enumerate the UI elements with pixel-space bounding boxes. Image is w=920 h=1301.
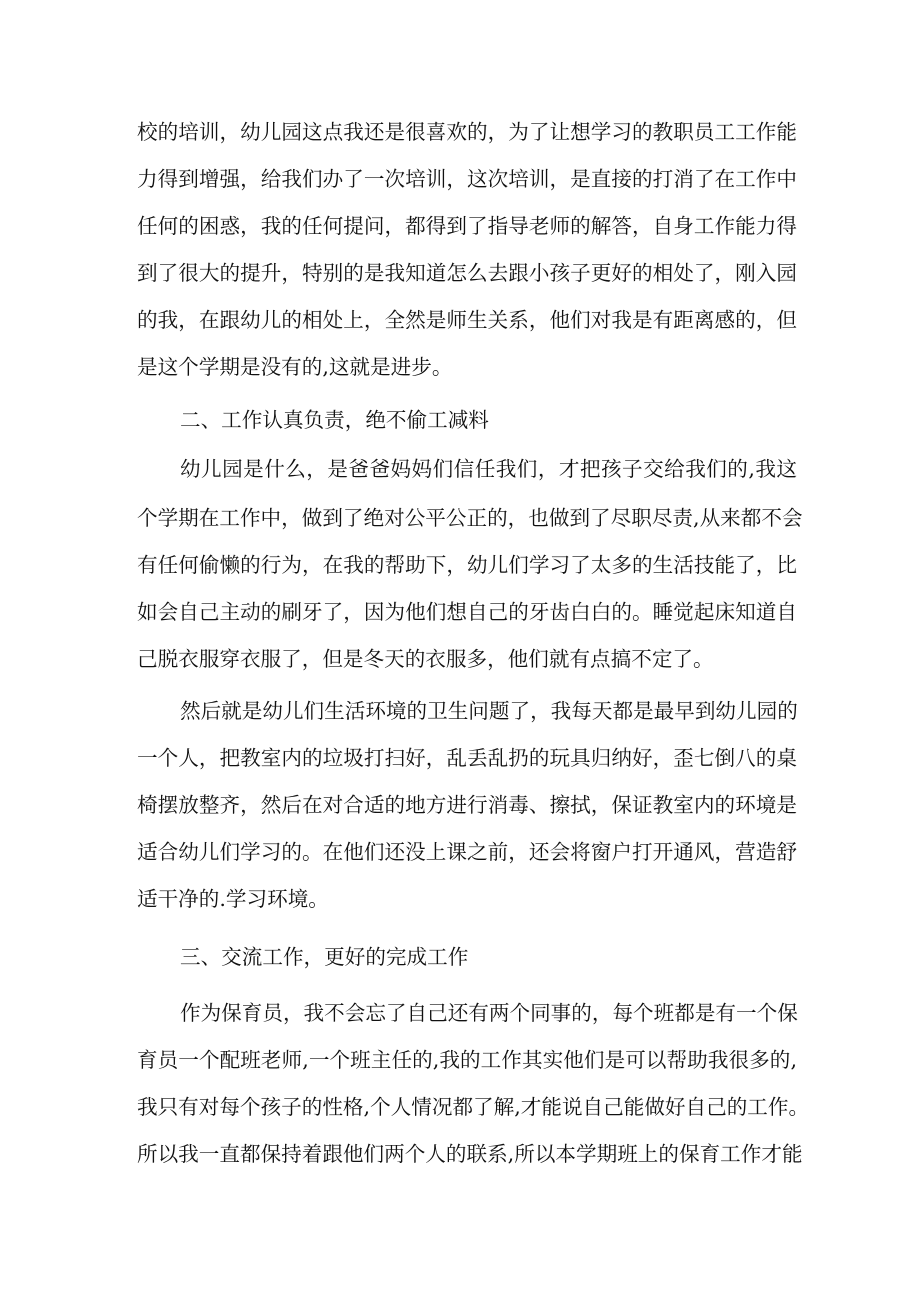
paragraph-line: 作为保育员，我不会忘了自己还有两个同事的，每个班都是有一个保	[180, 1001, 798, 1025]
section-heading-2: 二、工作认真负责，绝不偷工减料	[180, 408, 489, 432]
paragraph-line: 椅摆放整齐，然后在对合适的地方进行消毒、擦拭，保证教室内的环境是	[137, 793, 797, 817]
paragraph-line: 是这个学期是没有的,这就是进步。	[137, 355, 453, 379]
section-heading-3: 三、交流工作，更好的完成工作	[180, 945, 469, 969]
paragraph-line: 有任何偷懒的行为，在我的帮助下，幼儿们学习了太多的生活技能了，比	[137, 553, 797, 577]
paragraph-line: 适干净的.学习环境。	[137, 887, 329, 911]
paragraph-line: 适合幼儿们学习的。在他们还没上课之前，还会将窗户打开通风，营造舒	[137, 840, 797, 864]
paragraph-line: 如会自己主动的刷牙了，因为他们想自己的牙齿白白的。睡觉起床知道自	[137, 600, 797, 624]
paragraph-line: 到了很大的提升，特别的是我知道怎么去跟小孩子更好的相处了，刚入园	[137, 261, 797, 285]
paragraph-line: 任何的困惑，我的任何提问，都得到了指导老师的解答，自身工作能力得	[137, 214, 797, 238]
paragraph-line: 一个人，把教室内的垃圾打扫好，乱丢乱扔的玩具归纳好，歪七倒八的桌	[137, 746, 797, 770]
paragraph-line: 育员一个配班老师,一个班主任的,我的工作其实他们是可以帮助我很多的,	[137, 1048, 797, 1072]
paragraph-line: 幼儿园是什么，是爸爸妈妈们信任我们，才把孩子交给我们的,我这	[180, 457, 797, 481]
paragraph-line: 所以我一直都保持着跟他们两个人的联系,所以本学期班上的保育工作才能	[137, 1142, 803, 1166]
paragraph-line: 力得到增强，给我们办了一次培训，这次培训，是直接的打消了在工作中	[137, 167, 797, 191]
paragraph-line: 我只有对每个孩子的性格,个人情况都了解,才能说自己能做好自己的工作。	[137, 1095, 810, 1119]
paragraph-line: 己脱衣服穿衣服了，但是冬天的衣服多，他们就有点搞不定了。	[137, 647, 714, 671]
paragraph-line: 个学期在工作中，做到了绝对公平公正的，也做到了尽职尽责,从来都不会	[137, 506, 803, 530]
paragraph-line: 的我，在跟幼儿的相处上，全然是师生关系，他们对我是有距离感的，但	[137, 308, 797, 332]
paragraph-line: 校的培训，幼儿园这点我还是很喜欢的，为了让想学习的教职员工工作能	[137, 120, 797, 144]
paragraph-line: 然后就是幼儿们生活环境的卫生问题了，我每天都是最早到幼儿园的	[180, 699, 798, 723]
